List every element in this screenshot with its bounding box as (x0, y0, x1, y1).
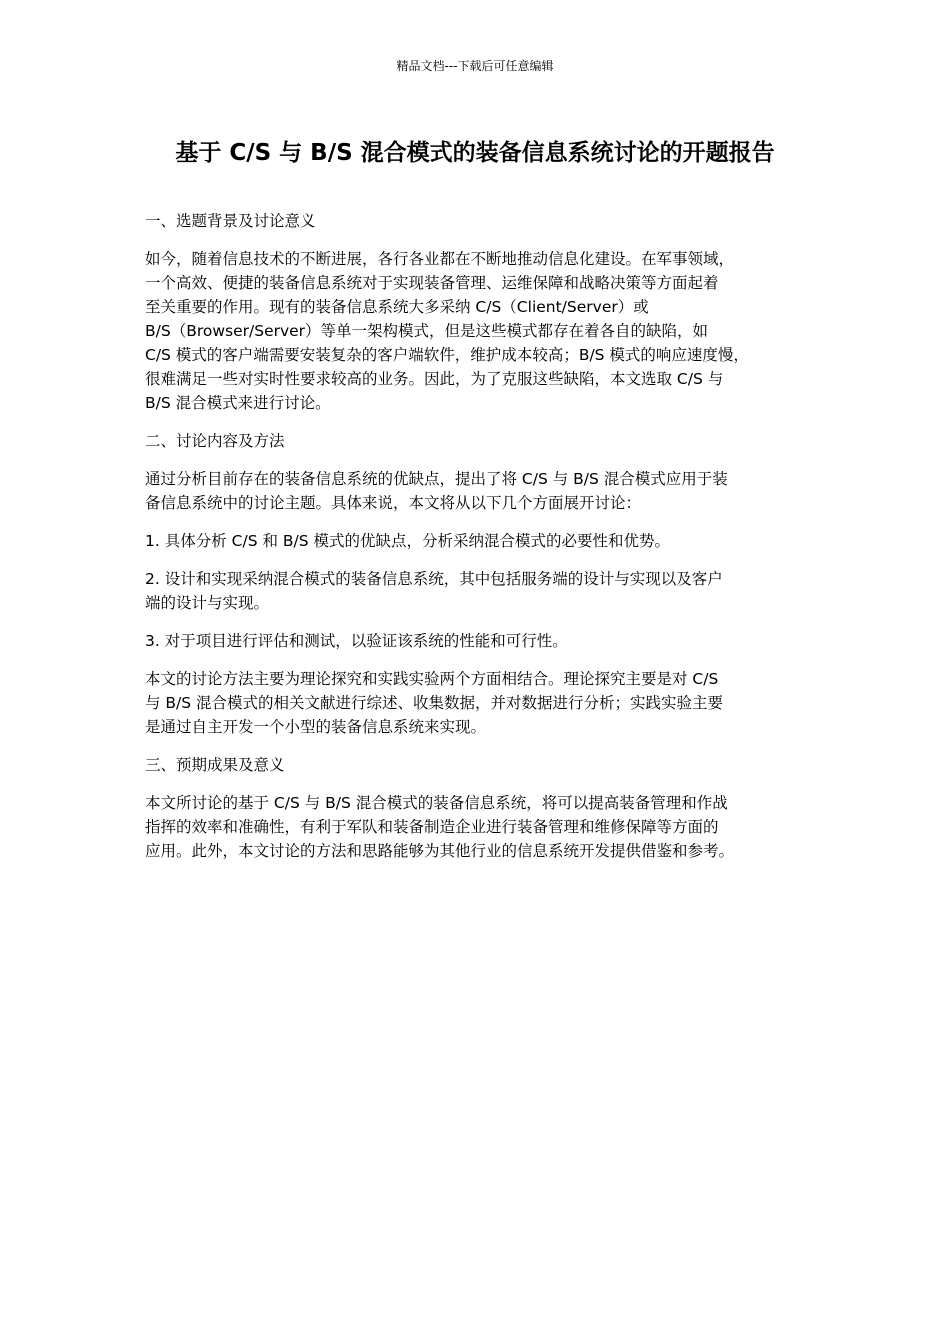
section-heading: 二、讨论内容及方法 (145, 432, 285, 450)
text-line: 是通过自主开发一个小型的装备信息系统来实现。 (145, 718, 487, 736)
content-intro-paragraph (145, 467, 820, 515)
text-line: 指挥的效率和准确性，有利于军队和装备制造企业进行装备管理和维修保障等方面的 (145, 818, 719, 836)
list-item (145, 567, 820, 615)
method-paragraph (145, 667, 820, 739)
text-line: 端的设计与实现。 (145, 594, 270, 612)
text-line: B/S（Browser/Server）等单一架构模式，但是这些模式都存在着各自的缺陷，如 (145, 322, 709, 340)
text-line: B/S 混合模式来进行讨论。 (145, 394, 331, 412)
text-line: 一个高效、便捷的装备信息系统对于实现装备管理、运维保障和战略决策等方面起着 (145, 274, 719, 292)
section-heading: 三、预期成果及意义 (145, 756, 285, 774)
text-line: 应用。此外，本文讨论的方法和思路能够为其他行业的信息系统开发提供借鉴和参考。 (145, 842, 735, 860)
page-header-note: 精品文档---下载后可任意编辑 (396, 59, 554, 73)
text-line: 本文的讨论方法主要为理论探究和实践实验两个方面相结合。理论探究主要是对 C/S (145, 670, 719, 688)
text-line: 通过分析目前存在的装备信息系统的优缺点，提出了将 C/S 与 B/S 混合模式应用于装 (145, 470, 728, 488)
text-line: 备信息系统中的讨论主题。具体来说，本文将从以下几个方面展开讨论： (145, 494, 642, 512)
text-line: 至关重要的作用。现有的装备信息系统大多采纳 C/S（Client/Server）或 (145, 298, 649, 316)
text-line: 3. 对于项目进行评估和测试，以验证该系统的性能和可行性。 (145, 632, 568, 650)
outcome-paragraph (145, 791, 820, 863)
text-line: 本文所讨论的基于 C/S 与 B/S 混合模式的装备信息系统，将可以提高装备管理和作战 (145, 794, 728, 812)
document-body (145, 209, 820, 877)
document-title: 基于 C/S 与 B/S 混合模式的装备信息系统讨论的开题报告 (175, 140, 775, 166)
text-line: 与 B/S 混合模式的相关文献进行综述、收集数据，并对数据进行分析；实践实验主要 (145, 694, 724, 712)
list-item (145, 629, 820, 653)
text-line: 如今，随着信息技术的不断进展，各行各业都在不断地推动信息化建设。在军事领域， (145, 250, 735, 268)
text-line: C/S 模式的客户端需要安装复杂的客户端软件，维护成本较高；B/S 模式的响应速度慢， (145, 346, 749, 364)
text-line: 2. 设计和实现采纳混合模式的装备信息系统，其中包括服务端的设计与实现以及客户 (145, 570, 723, 588)
text-line: 很难满足一些对实时性要求较高的业务。因此，为了克服这些缺陷，本文选取 C/S 与 (145, 370, 724, 388)
list-item (145, 529, 820, 553)
background-paragraph (145, 247, 820, 415)
section-heading: 一、选题背景及讨论意义 (145, 212, 316, 230)
text-line: 1. 具体分析 C/S 和 B/S 模式的优缺点，分析采纳混合模式的必要性和优势。 (145, 532, 671, 550)
